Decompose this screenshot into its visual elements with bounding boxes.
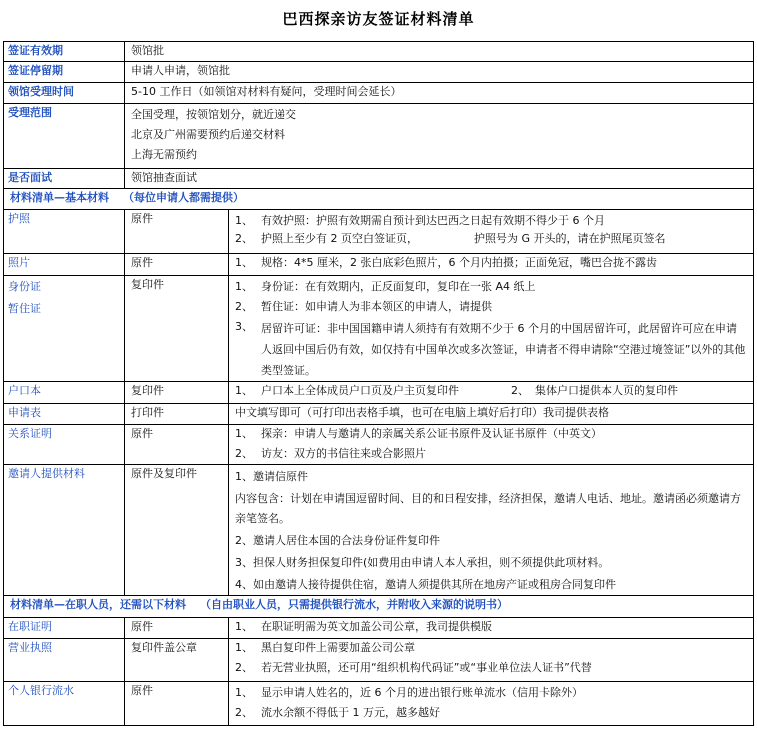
row-employment-proof: [4, 618, 754, 639]
label-visa-stay: 签证停留期: [4, 62, 125, 83]
inviter-line: 2、邀请人居住本国的合法身份证件复印件: [235, 534, 440, 547]
list-item: 2、 流水余额不得低于 1 万元，越多越好: [235, 706, 440, 719]
label-id-card: 身份证 暂住证: [4, 276, 125, 382]
content-business-license: [229, 639, 754, 682]
label-photo: 照片: [4, 254, 125, 276]
scope-line: 北京及广州需要预约后递交材料: [131, 128, 285, 141]
content-passport: [229, 210, 754, 254]
label-inviter-materials: 邀请人提供材料: [4, 465, 125, 596]
list-item: 3、 居留许可证：非中国国籍申请人须持有有效期不少于 6 个月的中国居留许可，此居留许可应在申请人返回中国后仍有效，如仅持有中国单次或多次签证，申请者不得申请除“空港过境签证”以外的其他类型签证。: [235, 320, 746, 377]
list-item: 1、 黑白复印件上需要加盖公司公章: [235, 641, 415, 654]
list-item: 2、 护照上至少有 2 页空白签证页， 护照号为 G 开头的，请在护照尾页签名: [235, 232, 666, 245]
label-business-license: 营业执照: [4, 639, 125, 682]
section-basic-materials: [4, 189, 754, 210]
row-photo: [4, 254, 754, 276]
content-inviter-materials: [229, 465, 754, 596]
label-relation-proof: 关系证明: [4, 425, 125, 465]
type-id-card: 复印件: [125, 276, 229, 382]
inviter-line: 内容包含：计划在申请国逗留时间、目的和日程安排，经济担保，邀请人电话、地址。邀请函必须邀请方亲笔签名。: [235, 492, 741, 525]
row-application-form: [4, 404, 754, 425]
type-relation-proof: 原件: [125, 425, 229, 465]
list-item: 2、 若无营业执照，还可用“组织机构代码证”或“事业单位法人证书”代替: [235, 661, 592, 674]
label-hukou: 户口本: [4, 382, 125, 404]
content-employment-proof: [229, 618, 754, 639]
type-application-form: 打印件: [125, 404, 229, 425]
type-photo: 原件: [125, 254, 229, 276]
section-title: 材料清单—基本材料: [10, 191, 109, 204]
list-item: 1、 有效护照：护照有效期需自预计到达巴西之日起有效期不得少于 6 个月: [235, 214, 605, 227]
content-relation-proof: [229, 425, 754, 465]
value-interview: 领馆抽查面试: [125, 169, 754, 189]
inviter-line: 1、邀请信原件: [235, 470, 308, 483]
label-scope: 受理范围: [4, 104, 125, 169]
list-item: 2、 暂住证：如申请人为非本领区的申请人，请提供: [235, 300, 492, 313]
row-interview: [4, 169, 754, 189]
scope-line: 上海无需预约: [131, 148, 197, 161]
type-bank-statement: 原件: [125, 682, 229, 726]
content-application-form: 中文填写即可（可打印出表格手填，也可在电脑上填好后打印）我司提供表格: [229, 404, 754, 425]
list-item: 1、 身份证：在有效期内，正反面复印，复印在一张 A4 纸上: [235, 280, 536, 293]
section-employee-materials: [4, 596, 754, 618]
type-business-license: 复印件盖公章: [125, 639, 229, 682]
list-item: 1、 规格：4*5 厘米，2 张白底彩色照片，6 个月内拍摄；正面免冠，嘴巴合拢不露齿: [235, 256, 657, 269]
label-passport: 护照: [4, 210, 125, 254]
content-hukou: [229, 382, 754, 404]
section-title: 材料清单—在职人员，还需以下材料: [10, 598, 186, 611]
type-passport: 原件: [125, 210, 229, 254]
scope-line: 全国受理，按领馆划分，就近递交: [131, 108, 296, 121]
row-scope: [4, 104, 754, 169]
row-visa-validity: [4, 42, 754, 62]
list-item: 2、 访友：双方的书信往来或合影照片: [235, 447, 426, 460]
row-visa-stay: [4, 62, 754, 83]
content-id-card: [229, 276, 754, 382]
value-processing-time: 5-10 工作日（如领馆对材料有疑问，受理时间会延长）: [125, 83, 754, 104]
label-bank-statement: 个人银行流水: [4, 682, 125, 726]
row-business-license: [4, 639, 754, 682]
row-relation-proof: [4, 425, 754, 465]
row-hukou: [4, 382, 754, 404]
row-passport: [4, 210, 754, 254]
value-scope: [125, 104, 754, 169]
row-inviter-materials: [4, 465, 754, 596]
content-bank-statement: [229, 682, 754, 726]
list-item: 1、 在职证明需为英文加盖公司公章，我司提供模版: [235, 620, 492, 633]
label-employment-proof: 在职证明: [4, 618, 125, 639]
row-processing-time: [4, 83, 754, 104]
row-id-card: [4, 276, 754, 382]
section-note: （每位申请人都需提供）: [123, 191, 244, 204]
label-processing-time: 领馆受理时间: [4, 83, 125, 104]
section-note: （自由职业人员，只需提供银行流水，并附收入来源的说明书）: [200, 598, 508, 611]
row-bank-statement: [4, 682, 754, 726]
value-visa-stay: 申请人申请，领馆批: [125, 62, 754, 83]
list-item: 1、 户口本上全体成员户口页及户主页复印件 2、 集体户口提供本人页的复印件: [235, 384, 678, 397]
type-employment-proof: 原件: [125, 618, 229, 639]
content-photo: [229, 254, 754, 276]
type-hukou: 复印件: [125, 382, 229, 404]
list-item: 1、 探亲：申请人与邀请人的亲属关系公证书原件及认证书原件（中英文）: [235, 427, 602, 440]
type-inviter-materials: 原件及复印件: [125, 465, 229, 596]
label-visa-validity: 签证有效期: [4, 42, 125, 62]
list-item: 1、 显示申请人姓名的，近 6 个月的进出银行账单流水（信用卡除外）: [235, 686, 583, 699]
materials-table: [3, 41, 754, 726]
label-interview: 是否面试: [4, 169, 125, 189]
value-visa-validity: 领馆批: [125, 42, 754, 62]
inviter-line: 3、担保人财务担保复印件(如费用由申请人本人承担，则不须提供此项材料。: [235, 556, 610, 569]
label-application-form: 申请表: [4, 404, 125, 425]
document-title: 巴西探亲访友签证材料清单: [282, 10, 475, 28]
inviter-line: 4、如由邀请人接待提供住宿，邀请人须提供其所在地房产证或租房合同复印件: [235, 578, 616, 591]
